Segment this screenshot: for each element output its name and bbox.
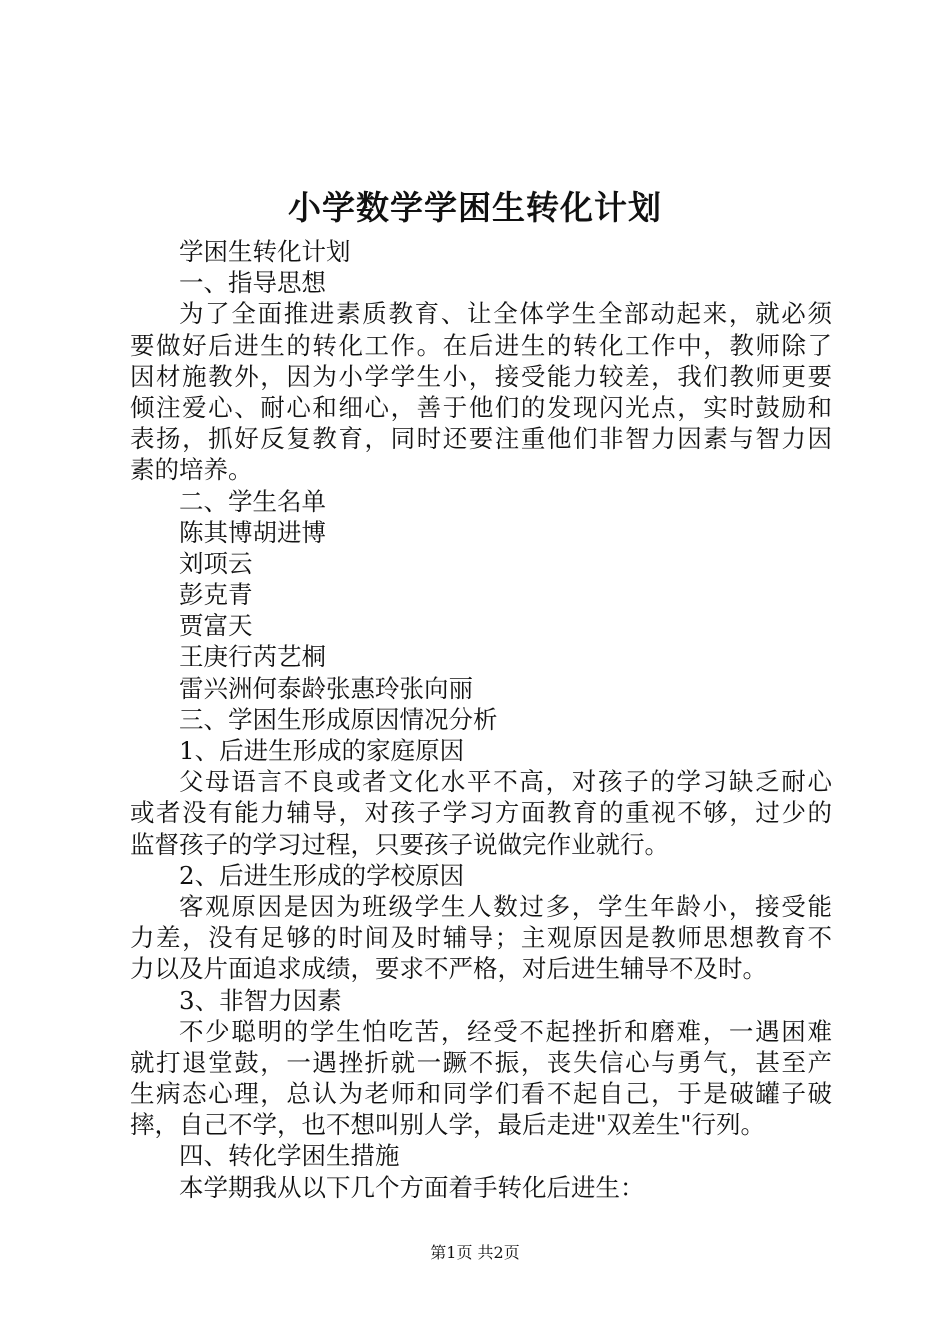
text-line: 四、转化学困生措施 [179,1141,400,1171]
text-line: 二、学生名单 [179,486,326,516]
text-line: 要做好后进生的转化工作。在后进生的转化工作中，教师除了 [130,330,832,360]
text-line: 为了全面推进素质教育、让全体学生全部动起来，就必须 [179,299,832,329]
text-line: 学困生转化计划 [179,237,351,266]
text-line: 就打退堂鼓，一遇挫折就一蹶不振，丧失信心与勇气，甚至产 [130,1047,832,1077]
text-line: 本学期我从以下几个方面着手转化后进生： [179,1172,645,1202]
text-line: 父母语言不良或者文化水平不高，对孩子的学习缺乏耐心 [179,767,832,797]
text-line: 因材施教外，因为小学学生小，接受能力较差，我们教师更要 [130,361,832,391]
text-line: 表扬，抓好反复教育，同时还要注重他们非智力因素与智力因 [130,424,832,454]
text-line: 贾富天 [179,611,253,641]
page-footer: 第1页 共2页 [430,1243,520,1262]
text-line: 不少聪明的学生怕吃苦，经受不起挫折和磨难，一遇困难 [179,1016,832,1046]
text-line: 素的培养。 [130,455,253,485]
text-line: 生病态心理，总认为老师和同学们看不起自己，于是破罐子破 [130,1079,832,1109]
text-line: 1、后进生形成的家庭原因 [179,736,465,765]
document-body [130,236,832,1203]
text-line: 监督孩子的学习过程，只要孩子说做完作业就行。 [130,829,669,859]
text-line: 2、后进生形成的学校原因 [179,860,465,890]
text-line: 或者没有能力辅导，对孩子学习方面教育的重视不够，过少的 [130,798,832,828]
text-line: 雷兴洲何泰龄张惠玲张向丽 [179,673,473,703]
text-line: 3、非智力因素 [179,985,342,1015]
text-line: 彭克青 [179,580,253,610]
text-line: 客观原因是因为班级学生人数过多，学生年龄小，接受能 [179,891,832,921]
document-title: 小学数学学困生转化计划 [288,188,662,227]
text-line: 王庚行芮艺桐 [179,642,326,672]
text-line: 陈其博胡进博 [179,517,326,547]
text-line: 倾注爱心、耐心和细心，善于他们的发现闪光点，实时鼓励和 [130,392,832,422]
text-line: 摔，自己不学，也不想叫别人学，最后走进"双差生"行列。 [130,1110,766,1140]
text-line: 力差，没有足够的时间及时辅导；主观原因是教师思想教育不 [130,923,832,953]
text-line: 力以及片面追求成绩，要求不严格，对后进生辅导不及时。 [130,954,767,984]
text-line: 一、指导思想 [179,268,326,298]
text-line: 刘项云 [179,548,253,578]
text-line: 三、学困生形成原因情况分析 [179,704,498,734]
